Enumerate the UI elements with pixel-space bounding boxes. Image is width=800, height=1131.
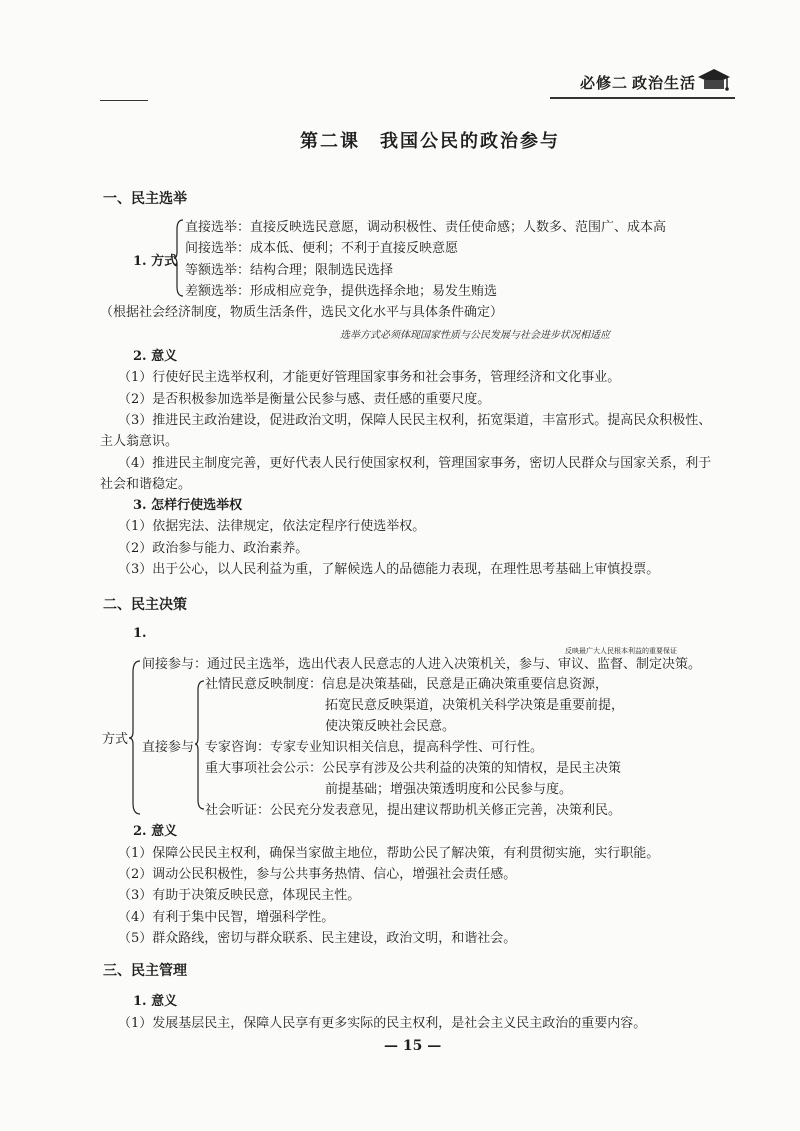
significance-item: （4）推进民主制度完善，更好代表人民行使国家权利，管理国家事务，密切人民群众与国家关系，利于	[118, 456, 712, 471]
significance-item: （5）群众路线，密切与群众联系、民主建设，政治文明，和谐社会。	[118, 931, 517, 946]
direct-item: 社情民意反映制度：信息是决策基础，民意是正确决策重要信息资源，	[205, 677, 609, 692]
significance-item: （1）行使好民主选举权利，才能更好管理国家事务和社会事务，管理经济和文化事业。	[118, 370, 621, 385]
methods-label-2: 方式	[102, 732, 129, 747]
significance-item: 社会和谐稳定。	[100, 477, 192, 492]
section-heading-1: 一、民主选举	[103, 191, 187, 207]
significance-item: （1）发展基层民主，保障人民享有更多实际的民主权利，是社会主义民主政治的重要内容。	[118, 1016, 647, 1031]
how-item: （1）依据宪法、法律规定，依法定程序行使选举权。	[118, 519, 426, 534]
significance-item: （2）是否积极参加选举是衡量公民参与感、责任感的重要尺度。	[118, 392, 491, 407]
direct-item: 前提基础；增强决策透明度和公民参与度。	[325, 782, 573, 797]
page-number: — 15 —	[384, 1038, 442, 1054]
significance-label-2: 2. 意义	[133, 824, 178, 839]
methods-brace-2	[129, 660, 141, 815]
header-subject: 政治生活	[632, 74, 697, 92]
header-left-rule	[100, 100, 148, 101]
how-item: （3）出于公心，以人民利益为重，了解候选人的品德能力表现，在理性思考基础上审慎投票。	[118, 562, 660, 577]
significance-item: （3）推进民主政治建设，促进政治文明，保障人民民主权利，拓宽渠道，丰富形式。提高民众积极性、	[118, 413, 712, 428]
significance-item: （2）调动公民积极性，参与公共事务热情、信心，增强社会责任感。	[118, 867, 517, 882]
methods-brace-1	[174, 219, 184, 297]
section-heading-3: 三、民主管理	[103, 963, 187, 979]
method-item: 直接选举：直接反映选民意愿，调动积极性、责任使命感；人数多、范围广、成本高	[185, 220, 667, 235]
indirect-participation: 间接参与：通过民主选举，选出代表人民意志的人进入决策机关，参与、审议、监督、制定决策。	[142, 657, 702, 672]
method-item: 等额选举：结构合理；限制选民选择	[185, 263, 394, 278]
direct-participation-label: 直接参与	[142, 740, 195, 755]
significance-item: （4）有利于集中民智，增强科学性。	[118, 910, 335, 925]
direct-brace	[195, 680, 205, 810]
header-book: 必修二	[580, 74, 629, 92]
direct-item: 使决策反映社会民意。	[325, 719, 456, 734]
direct-item: 社会听证：公民充分发表意见，提出建议帮助机关修正完善，决策利民。	[205, 803, 622, 818]
indirect-note: 反映最广大人民根本利益的重要保证	[565, 647, 677, 655]
selection-basis: （根据社会经济制度，物质生活条件，选民文化水平与具体条件确定）	[100, 305, 504, 320]
significance-item: （1）保障公民民主权利，确保当家做主地位，帮助公民了解决策，有利贯彻实施，实行职能。	[118, 846, 660, 861]
significance-label-1: 2. 意义	[133, 349, 178, 364]
significance-item: 主人翁意识。	[100, 434, 179, 449]
direct-item: 专家咨询：专家专业知识相关信息，提高科学性、可行性。	[205, 740, 544, 755]
method-item: 间接选举：成本低、便利；不利于直接反映意愿	[185, 241, 459, 256]
direct-item: 重大事项社会公示：公民享有涉及公共利益的决策的知情权，是民主决策	[205, 761, 622, 776]
page-title: 第二课 我国公民的政治参与	[300, 131, 560, 152]
basis-note: 选举方式必须体现国家性质与公民发展与社会进步状况相适应	[340, 330, 610, 341]
header-right-rule	[550, 97, 735, 99]
graduation-cap-icon	[696, 66, 732, 92]
how-label: 3. 怎样行使选举权	[133, 498, 243, 513]
significance-item: （3）有助于决策反映民意，体现民主性。	[118, 888, 361, 903]
section-heading-2: 二、民主决策	[103, 597, 187, 613]
significance-label-3: 1. 意义	[133, 994, 178, 1009]
direct-item: 拓宽民意反映渠道，决策机关科学决策是重要前提，	[325, 698, 625, 713]
item1-label: 1.	[133, 626, 147, 641]
method-item: 差额选举：形成相应竞争，提供选择余地；易发生贿选	[185, 284, 498, 299]
methods-label-1: 1. 方式	[133, 254, 178, 269]
how-item: （2）政治参与能力、政治素养。	[118, 541, 309, 556]
